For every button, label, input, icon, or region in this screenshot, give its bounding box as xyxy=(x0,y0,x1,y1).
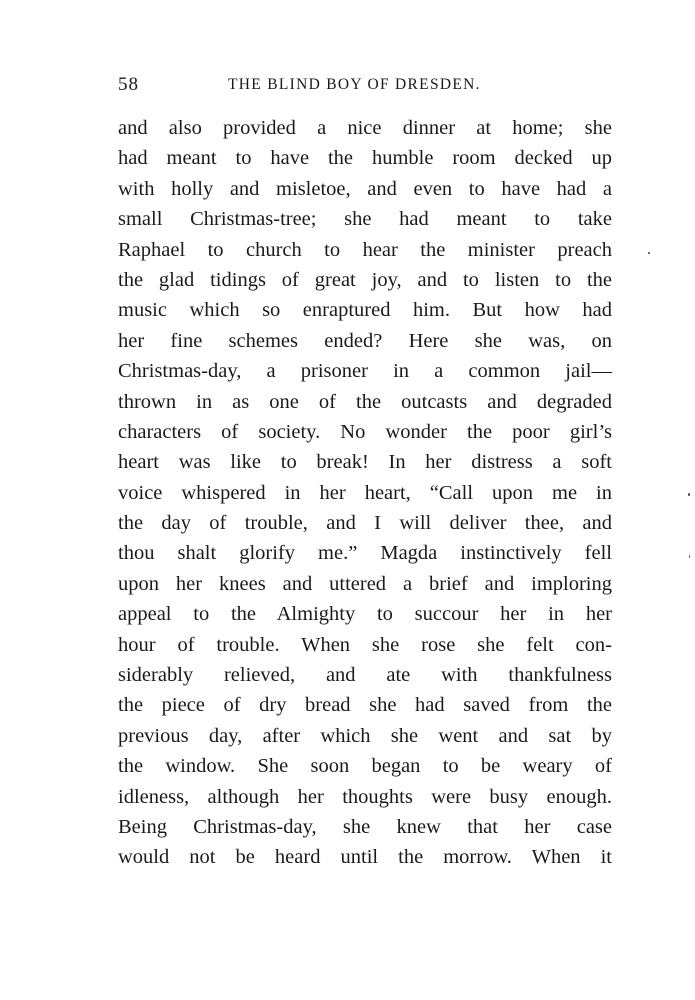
text-line: the piece of dry bread she had saved from the xyxy=(118,694,612,717)
text-line: idleness, although her thoughts were busy enough. xyxy=(118,785,612,808)
text-line: heart was like to break! In her distress a soft xyxy=(118,451,612,474)
print-speck xyxy=(689,555,690,558)
text-line: and also provided a nice dinner at home; she xyxy=(118,117,612,139)
text-line: Raphael to church to hear the minister preach xyxy=(118,238,612,261)
text-line: upon her knees and uttered a brief and imploring xyxy=(118,572,612,595)
running-head xyxy=(118,74,612,100)
text-line: Being Christmas-day, she knew that her case xyxy=(118,815,612,838)
page-number: 58 xyxy=(118,74,139,95)
text-line: thrown in as one of the outcasts and degraded xyxy=(118,390,612,413)
text-line: the day of trouble, and I will deliver thee, and xyxy=(118,512,612,535)
running-title: THE BLIND BOY OF DRESDEN. xyxy=(228,76,481,93)
text-line: the window. She soon began to be weary of xyxy=(118,755,612,778)
text-line: with holly and misletoe, and even to have had a xyxy=(118,177,612,200)
body-text xyxy=(118,113,612,873)
text-line: appeal to the Almighty to succour her in her xyxy=(118,603,612,626)
text-line: thou shalt glorify me.” Magda instinctively fell xyxy=(118,542,612,565)
text-line: would not be heard until the morrow. When it xyxy=(118,846,612,869)
text-line: characters of society. No wonder the poor girl’s xyxy=(118,420,612,443)
text-line: Christmas-day, a prisoner in a common jail— xyxy=(118,360,612,383)
print-speck xyxy=(648,252,650,254)
text-line: small Christmas-tree; she had meant to take xyxy=(118,208,612,231)
text-line: previous day, after which she went and sat by xyxy=(118,724,612,747)
text-line: had meant to have the humble room decked up xyxy=(118,147,612,170)
print-speck xyxy=(688,493,690,496)
text-line: music which so enraptured him. But how had xyxy=(118,299,612,322)
text-line: hour of trouble. When she rose she felt con- xyxy=(118,633,612,656)
text-line: voice whispered in her heart, “Call upon me in xyxy=(118,481,612,504)
text-line: her fine schemes ended? Here she was, on xyxy=(118,329,612,352)
text-line: the glad tidings of great joy, and to listen to the xyxy=(118,268,612,291)
text-line: siderably relieved, and ate with thankfulness xyxy=(118,664,612,687)
